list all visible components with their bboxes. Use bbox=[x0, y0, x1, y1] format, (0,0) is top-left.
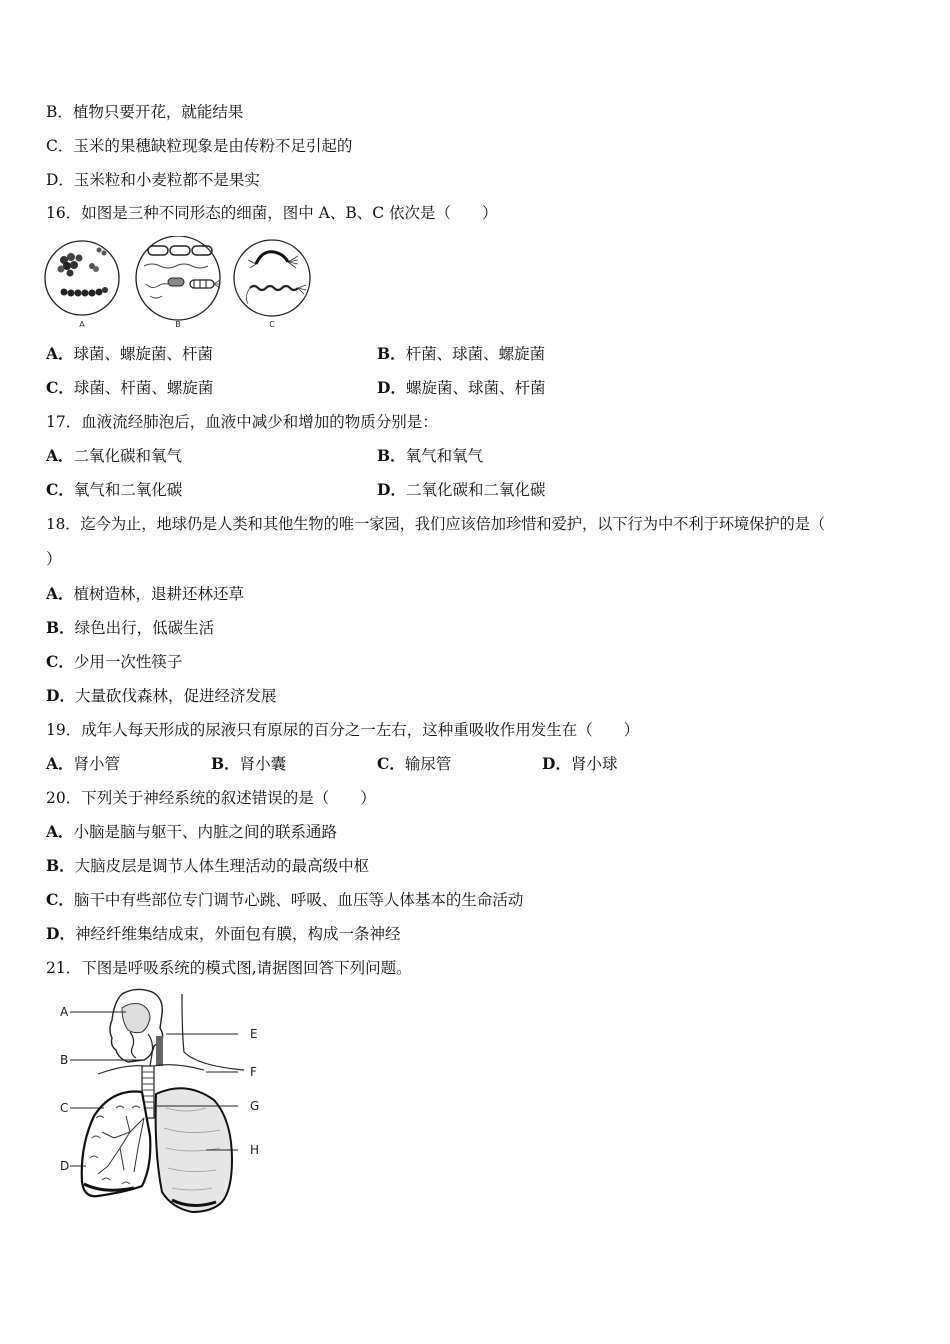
q18-option-a: A．植树造林，退耕还林还草 bbox=[46, 584, 245, 603]
q19-stem: 19．成年人每天形成的尿液只有原尿的百分之一左右，这种重吸收作用发生在（ ） bbox=[46, 721, 640, 739]
q17-option-a: A．二氧化碳和氧气 bbox=[46, 446, 183, 465]
q18-option-b: B．绿色出行，低碳生活 bbox=[46, 618, 215, 637]
q21-stem: 21．下图是呼吸系统的模式图,请据图回答下列问题。 bbox=[46, 959, 412, 977]
resp-label-c: C bbox=[60, 1101, 69, 1115]
q15-option-d: D．玉米粒和小麦粒都不是果实 bbox=[46, 171, 260, 189]
resp-label-b: B bbox=[60, 1053, 69, 1067]
bacteria-c-spirilla bbox=[234, 240, 310, 329]
q18-option-d: D．大量砍伐森林，促进经济发展 bbox=[46, 686, 277, 705]
q20-option-c: C．脑干中有些部位专门调节心跳、呼吸、血压等人体基本的生命活动 bbox=[46, 890, 524, 909]
left-lung bbox=[82, 1092, 151, 1197]
bacteria-label-c: C bbox=[269, 320, 275, 329]
resp-label-e: E bbox=[250, 1027, 258, 1041]
q19-option-c: C．输尿管 bbox=[377, 754, 452, 773]
q19-option-a: A．肾小管 bbox=[46, 754, 121, 773]
q17-stem: 17．血液流经肺泡后，血液中减少和增加的物质分别是： bbox=[46, 413, 438, 431]
resp-label-a: A bbox=[60, 1005, 69, 1019]
q16-option-a: A．球菌、螺旋菌、杆菌 bbox=[46, 344, 214, 363]
respiratory-system-figure bbox=[56, 988, 272, 1214]
q20-option-a: A．小脑是脑与躯干、内脏之间的联系通路 bbox=[46, 822, 338, 841]
resp-label-f: F bbox=[250, 1065, 257, 1079]
resp-label-g: G bbox=[250, 1099, 260, 1113]
bacteria-label-a: A bbox=[79, 320, 85, 329]
q20-option-d: D．神经纤维集结成束，外面包有膜，构成一条神经 bbox=[46, 924, 401, 943]
q18-stem-end: ） bbox=[46, 550, 62, 568]
q17-option-d: D．二氧化碳和二氧化碳 bbox=[377, 480, 546, 499]
q18-stem: 18．迄今为止，地球仍是人类和其他生物的唯一家园，我们应该倍加珍惜和爱护，以下行为中不利于环境保护的是（ bbox=[46, 515, 826, 533]
q16-option-c: C．球菌、杆菌、螺旋菌 bbox=[46, 378, 214, 397]
q17-option-c: C．氧气和二氧化碳 bbox=[46, 480, 183, 499]
bacteria-b-bacilli bbox=[136, 236, 221, 329]
q16-option-b: B．杆菌、球菌、螺旋菌 bbox=[377, 344, 546, 363]
resp-label-d: D bbox=[60, 1159, 70, 1173]
q20-option-b: B．大脑皮层是调节人体生理活动的最高级中枢 bbox=[46, 856, 370, 875]
bacteria-figure bbox=[44, 236, 316, 330]
q20-stem: 20．下列关于神经系统的叙述错误的是（ ） bbox=[46, 789, 376, 807]
q16-option-d: D．螺旋菌、球菌、杆菌 bbox=[377, 378, 546, 397]
q15-option-c: C．玉米的果穗缺粒现象是由传粉不足引起的 bbox=[46, 137, 353, 155]
q19-option-b: B．肾小囊 bbox=[211, 754, 287, 773]
q15-option-b: B．植物只要开花，就能结果 bbox=[46, 103, 244, 121]
q18-option-c: C．少用一次性筷子 bbox=[46, 652, 183, 671]
bacteria-label-b: B bbox=[175, 320, 181, 329]
resp-label-h: H bbox=[250, 1143, 260, 1157]
q16-stem: 16．如图是三种不同形态的细菌，图中 A、B、C 依次是（ ） bbox=[46, 204, 498, 222]
bacteria-a-cocci bbox=[45, 241, 119, 329]
q19-option-d: D．肾小球 bbox=[542, 754, 618, 773]
q17-option-b: B．氧气和氧气 bbox=[377, 446, 484, 465]
